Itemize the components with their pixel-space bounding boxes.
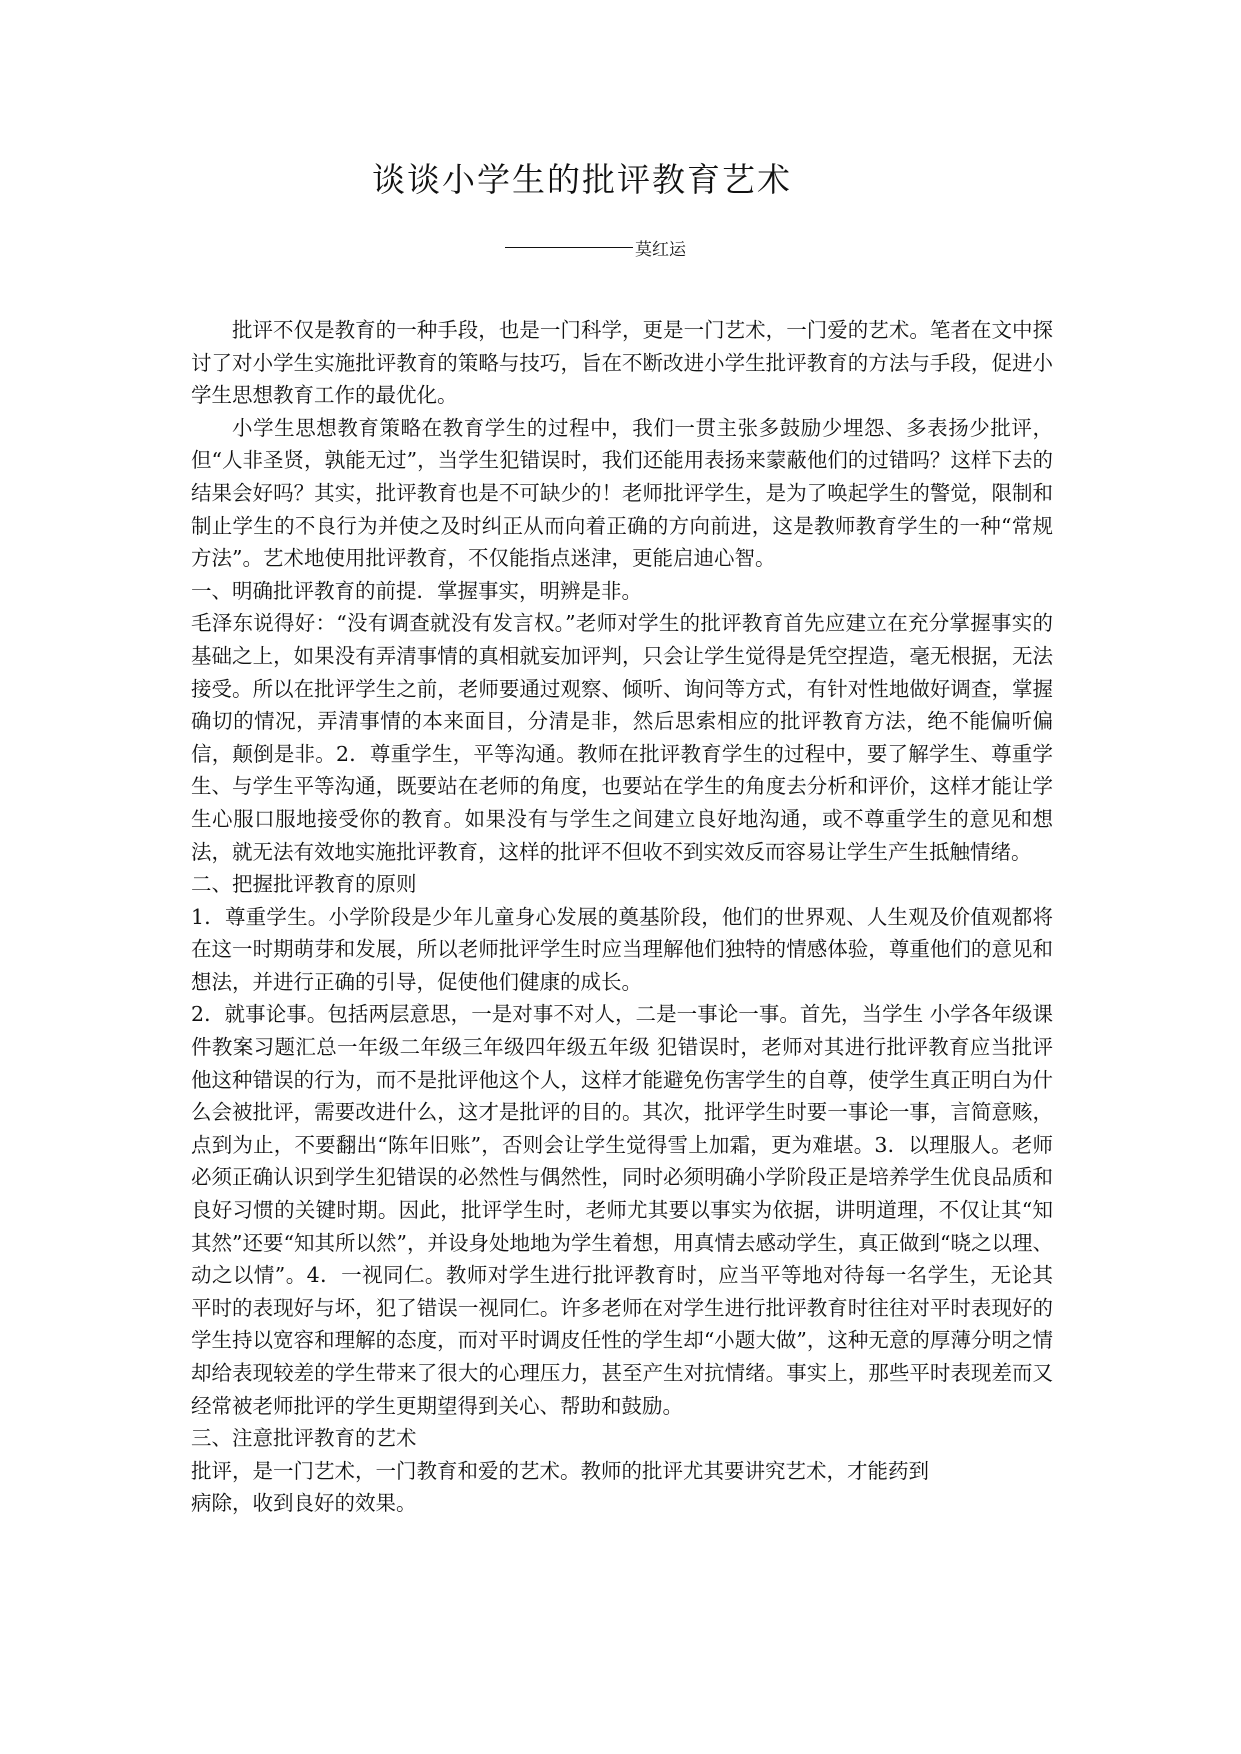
principle-2-paragraph: 2．就事论事。包括两层意思，一是对事不对人，二是一事论一事。首先，当学生 小学各年级课件教案习题汇总一年级二年级三年级四年级五年级 犯错误时，老师对其进行批评教育应当批评他这种错误的行为，而不是批评他这个人，这样才能避免伤害学生的自尊，使学生真正明白为什么会被批评，需要改进什么，这才是批评的目的。其次，批评学生时要一事论一事，言简意赅，点到为止，不要翻出“陈年旧账”，否则会让学生觉得雪上加霜，更为难堪。3．以理服人。老师必须正确认识到学生犯错误的必然性与偶然性，同时必须明确小学阶段正是培养学生优良品质和良好习惯的关键时期。因此，批评学生时，老师尤其要以事实为依据，讲明道理，不仅让其“知其然”还要“知其所以然”，并设身处地地为学生着想，用真情去感动学生，真正做到“晓之以理、动之以情”。4．一视同仁。教师对学生进行批评教育时，应当平等地对待每一名学生，无论其平时的表现好与坏，犯了错误一视同仁。许多老师在对学生进行批评教育时往往对平时表现好的学生持以宽容和理解的态度，而对平时调皮任性的学生却“小题大做”，这种无意的厚薄分明之情却给表现较差的学生带来了很大的心理压力，甚至产生对抗情绪。事实上，那些平时表现差而又经常被老师批评的学生更期望得到关心、帮助和鼓励。 [191, 1002, 1053, 1418]
document-title: 谈谈小学生的批评教育艺术 [372, 160, 792, 199]
author-dash [505, 247, 633, 248]
principle-1-paragraph: 1．尊重学生。小学阶段是少年儿童身心发展的奠基阶段，他们的世界观、人生观及价值观都将在这一时期萌芽和发展，所以老师批评学生时应当理解他们独特的情感体验，尊重他们的意见和想法，并进行正确的引导，促使他们健康的成长。 [191, 904, 1053, 994]
section-1-paragraph: 毛泽东说得好：“没有调查就没有发言权。”老师对学生的批评教育首先应建立在充分掌握事实的基础之上，如果没有弄清事情的真相就妄加评判，只会让学生觉得是凭空捏造，毫无根据，无法接受。所以在批评学生之前，老师要通过观察、倾听、询问等方式，有针对性地做好调查，掌握确切的情况，弄清事情的本来面目，分清是非，然后思索相应的批评教育方法，绝不能偏听偏信，颠倒是非。2．尊重学生，平等沟通。教师在批评教育学生的过程中，要了解学生、尊重学生、与学生平等沟通，既要站在老师的角度，也要站在学生的角度去分析和评价，这样才能让学生心服口服地接受你的教育。如果没有与学生之间建立良好地沟通，或不尊重学生的意见和想法，就无法有效地实施批评教育，这样的批评不但收不到实效反而容易让学生产生抵触情绪。 [191, 611, 1053, 864]
section-3-paragraph-line-2: 病除，收到良好的效果。 [191, 1491, 417, 1516]
background-paragraph: 小学生思想教育策略在教育学生的过程中，我们一贯主张多鼓励少埋怨、多表扬少批评，但“人非圣贤，孰能无过”，当学生犯错误时，我们还能用表扬来蒙蔽他们的过错吗？这样下去的结果会好吗？其实，批评教育也是不可缺少的！老师批评学生，是为了唤起学生的警觉，限制和制止学生的不良行为并使之及时纠正从而向着正确的方向前进，这是教师教育学生的一种“常规方法”。艺术地使用批评教育，不仅能指点迷津，更能启迪心智。 [191, 415, 1053, 571]
section-heading-3: 三、注意批评教育的艺术 [191, 1426, 417, 1451]
author-line [505, 238, 686, 262]
section-3-paragraph-line-1: 批评，是一门艺术，一门教育和爱的艺术。教师的批评尤其要讲究艺术，才能药到 [191, 1458, 929, 1483]
section-heading-1: 一、明确批评教育的前提．掌握事实，明辨是非。 [191, 578, 642, 603]
author-name: 莫红运 [635, 240, 686, 260]
intro-paragraph: 批评不仅是教育的一种手段，也是一门科学，更是一门艺术，一门爱的艺术。笔者在文中探讨了对小学生实施批评教育的策略与技巧，旨在不断改进小学生批评教育的方法与手段，促进小学生思想教育工作的最优化。 [191, 318, 1053, 408]
document-body [191, 314, 1053, 1520]
section-heading-2: 二、把握批评教育的原则 [191, 872, 417, 897]
